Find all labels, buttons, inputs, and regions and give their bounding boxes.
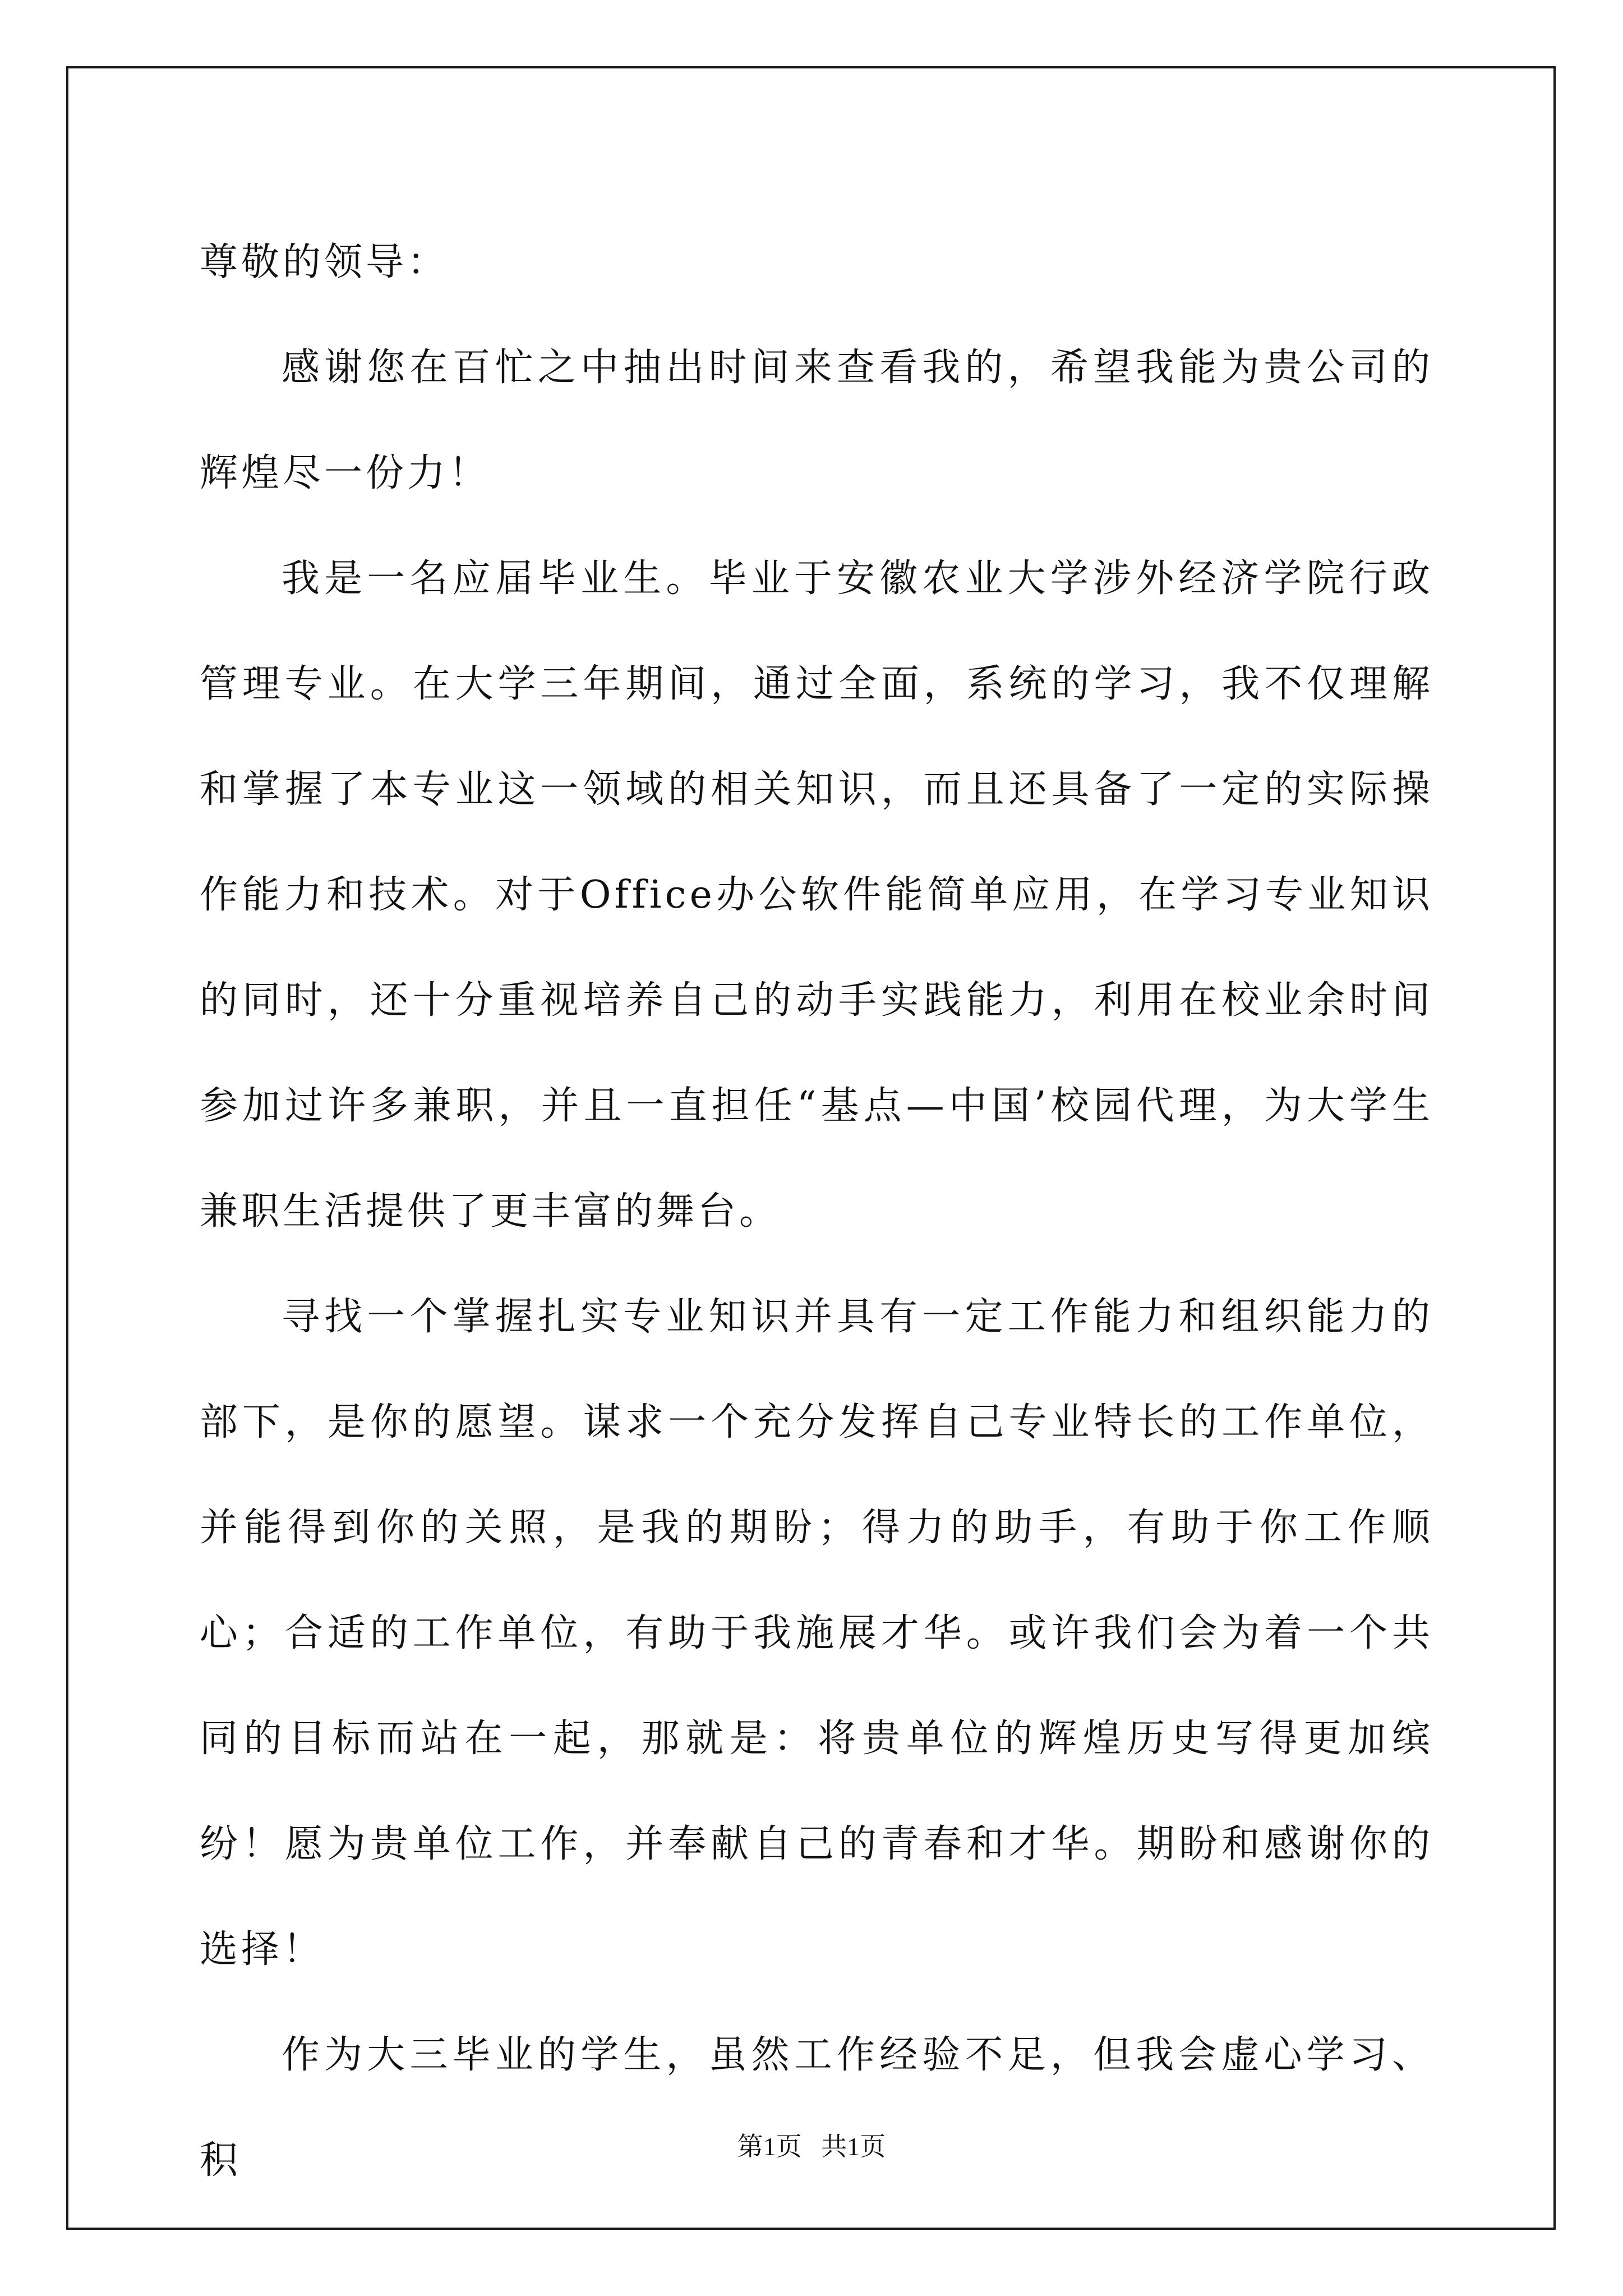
- letter-body: [200, 210, 1433, 2214]
- paragraph-aspiration: 寻找一个掌握扎实专业知识并具有一定工作能力和组织能力的部下，是你的愿望。谋求一个充分发挥自己专业特长的工作单位，并能得到你的关照，是我的期盼；得力的助手，有助于你工作顺心；合适的工作单位，有助于我施展才华。或许我们会为着一个共同的目标而站在一起，那就是：将贵单位的辉煌历史写得更加缤纷！愿为贵单位工作，并奉献自己的青春和才华。期盼和感谢你的选择！: [200, 1295, 1433, 1972]
- page-footer: 第1页 共1页: [737, 2132, 886, 2161]
- paragraph-closing: 作为大三毕业的学生，虽然工作经验不足，但我会虚心学习、积: [200, 2033, 1433, 2183]
- paragraph-thanks: 感谢您在百忙之中抽出时间来查看我的，希望我能为贵公司的辉煌尽一份力！: [200, 346, 1433, 495]
- salutation: 尊敬的领导：: [200, 240, 449, 284]
- paragraph-education: 我是一名应届毕业生。毕业于安徽农业大学涉外经济学院行政管理专业。在大学三年期间，通过全面，系统的学习，我不仅理解和掌握了本专业这一领域的相关知识，而且还具备了一定的实际操作能力和技术。对于Office办公软件能简单应用，在学习专业知识的同时，还十分重视培养自己的动手实践能力，利用在校业余时间参加过许多兼职，并且一直担任“基点—中国’校园代理，为大学生兼职生活提供了更丰富的舞台。: [200, 556, 1433, 1234]
